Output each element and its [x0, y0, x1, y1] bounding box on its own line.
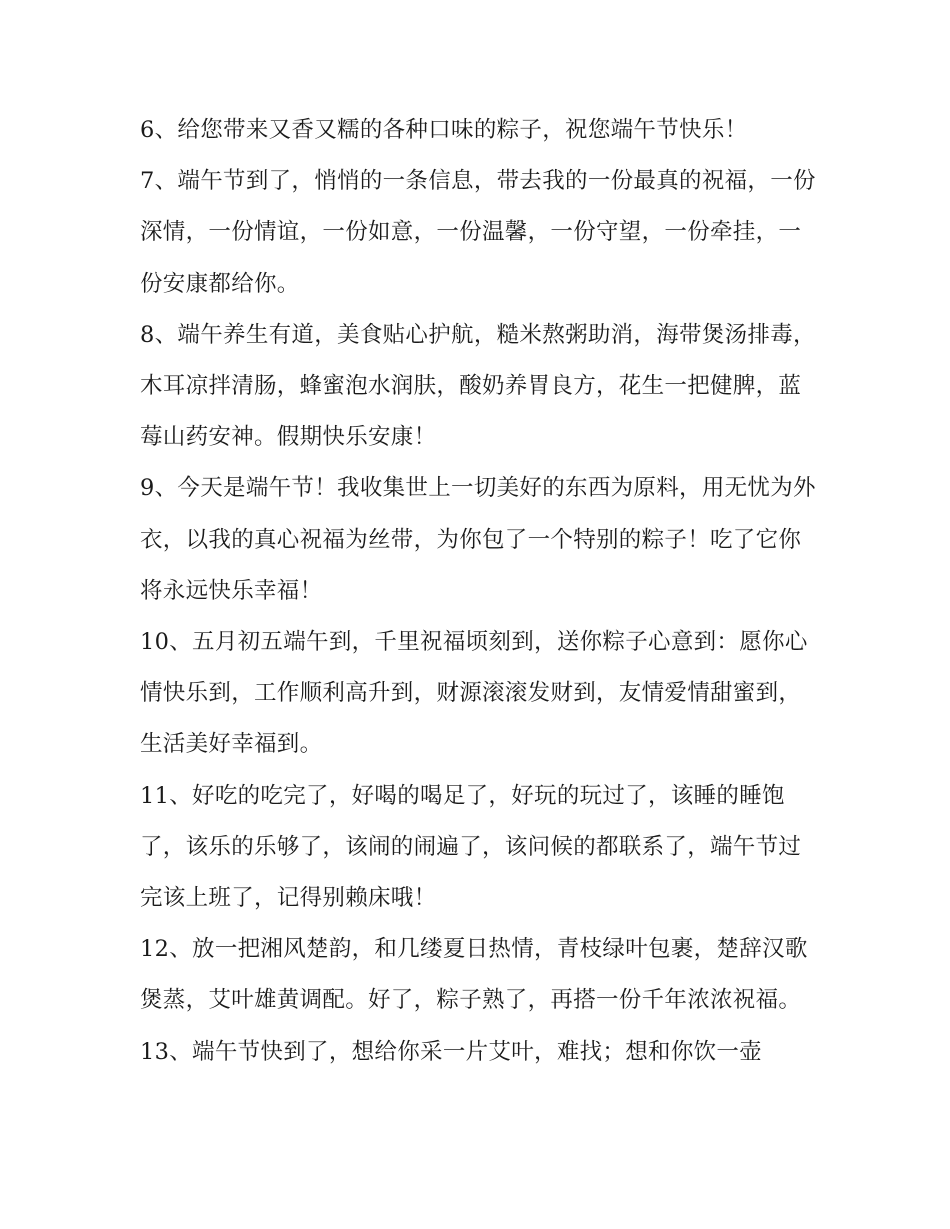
- paragraph-12: 12、放一把湘风楚韵，和几缕夏日热情，青枝绿叶包裹，楚辞汉歌煲蒸，艾叶雄黄调配。好了，粽子熟了，再搭一份千年浓浓祝福。: [140, 936, 808, 1014]
- paragraph-10: 10、五月初五端午到，千里祝福顷刻到，送你粽子心意到：愿你心情快乐到，工作顺利高升到，财源滚滚发财到，友情爱情甜蜜到，生活美好幸福到。: [140, 629, 808, 758]
- paragraph-13: 13、端午节快到了，想给你采一片艾叶，难找；想和你饮一壶: [140, 1038, 763, 1065]
- paragraph-6: 6、给您带来又香又糯的各种口味的粽子，祝您端午节快乐！: [140, 117, 748, 143]
- document-body: [140, 105, 820, 1078]
- paragraph-9: 9、今天是端午节！我收集世上一切美好的东西为原料，用无忧为外衣，以我的真心祝福为丝带，为你包了一个特别的粽子！吃了它你将永远快乐幸福！: [140, 475, 816, 604]
- paragraph-11: 11、好吃的吃完了，好喝的喝足了，好玩的玩过了，该睡的睡饱了，该乐的乐够了，该闹的闹遍了，该问候的都联系了，端午节过完该上班了，记得别赖床哦！: [140, 782, 802, 912]
- paragraph-8: 8、端午养生有道，美食贴心护航，糙米熬粥助消，海带煲汤排毒，木耳凉拌清肠，蜂蜜泡水润肤，酸奶养胃良方，花生一把健脾，蓝莓山药安神。假期快乐安康！: [140, 321, 816, 451]
- paragraph-7: 7、端午节到了，悄悄的一条信息，带去我的一份最真的祝福，一份深情，一份情谊，一份如意，一份温馨，一份守望，一份牵挂，一份安康都给你。: [140, 168, 816, 297]
